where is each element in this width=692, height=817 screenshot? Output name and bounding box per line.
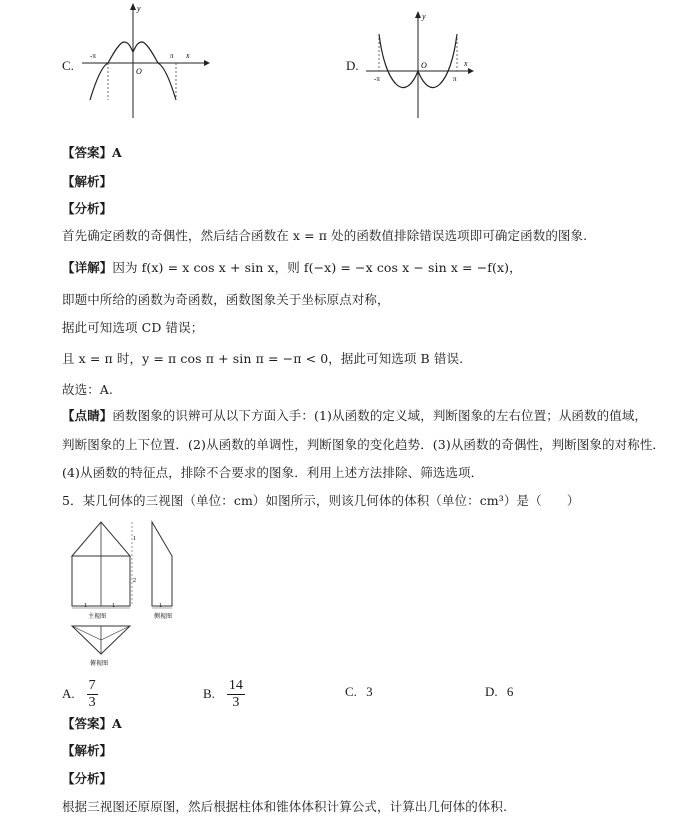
q4-answer-tag: 【答案】A [62, 145, 122, 160]
q4-line5: 故选：A. [62, 382, 114, 397]
q4-detail-tag: 【详解】 [62, 260, 113, 275]
q5-option-c-value: 3 [366, 684, 373, 699]
q4-detail-line [62, 258, 522, 276]
front-dim-1: 1 [133, 536, 136, 542]
q5-option-a-key: A. [62, 686, 75, 701]
q5-fenxi-tag: 【分析】 [62, 771, 113, 786]
q5-fenxi-text: 根据三视图还原原图，然后根据柱体和锥体体积计算公式，计算出几何体的体积. [62, 799, 508, 814]
q5-option-d-value: 6 [506, 684, 514, 699]
q4-line2: 即题中所给的函数为奇函数，函数图象关于坐标原点对称， [62, 292, 390, 307]
q5-option-b [203, 678, 245, 711]
q5-answer-tag: 【答案】A [62, 716, 122, 731]
q4-dianjing-2: 判断图象的上下位置．(2)从函数的单调性，判断图象的变化趋势．(3)从函数的奇偶性，判断图象的对称性． [62, 437, 666, 452]
side-dim: 1 [159, 603, 162, 609]
graph-d-origin: O [421, 61, 427, 70]
q4-dianjing-1: 函数图象的识辨可从以下方面入手：(1)从函数的定义域，判断图象的左右位置；从函数的值域， [112, 408, 648, 423]
top-view-label: 俯视图 [90, 661, 109, 667]
q5-stem: 5．某几何体的三视图（单位：cm）如图所示，则该几何体的体积（单位：cm³）是（ ） [62, 493, 580, 508]
front-dim-2: 2 [133, 578, 136, 584]
q5-analysis-tag: 【解析】 [62, 743, 113, 758]
q4-dianjing-tag: 【点睛】 [62, 408, 113, 423]
graph-c-pi: π [170, 52, 174, 60]
graph-d [364, 8, 476, 120]
front-dim-bottom-2: 1 [112, 603, 115, 609]
q4-dianjing-line [62, 406, 647, 424]
q5-option-d [485, 684, 513, 700]
q4-analysis-tag: 【解析】 [62, 174, 113, 189]
q4-fenxi-tag: 【分析】 [62, 201, 113, 216]
option-c-label: C. [62, 58, 74, 73]
graph-d-pi: π [453, 75, 457, 83]
graph-d-y-label: y [422, 12, 426, 21]
q4-fenxi-text: 首先确定函数的奇偶性，然后结合函数在 x = π 处的函数值排除错误选项即可确定函数的图象. [62, 228, 588, 243]
q5-option-c-key: C. [345, 684, 357, 699]
q5-option-b-frac [227, 678, 245, 711]
graph-c-origin: O [136, 67, 142, 76]
graph-c-x-label: x [186, 51, 190, 60]
q5-option-a [62, 678, 98, 711]
graph-c-y-label: y [137, 4, 141, 13]
q5-option-c [345, 684, 373, 700]
three-view-figure [60, 516, 190, 668]
q5-option-b-den: 3 [232, 695, 240, 710]
q5-option-a-frac [87, 678, 98, 711]
side-view-label: 侧视图 [154, 614, 173, 620]
graph-d-neg-pi: -π [374, 75, 380, 83]
q5-option-a-num: 7 [88, 678, 96, 693]
option-d-label: D. [346, 58, 359, 73]
q4-detail-text: 因为 f(x) = x cos x + sin x，则 f(−x) = −x cos x − sin x = −f(x)， [112, 260, 522, 275]
graph-c [80, 0, 210, 120]
front-dim-bottom-1: 1 [84, 603, 87, 609]
front-view-label: 主视图 [88, 614, 107, 620]
q4-line3: 据此可知选项 CD 错误； [62, 320, 204, 335]
q4-dianjing-3: (4)从函数的特征点，排除不合要求的图象．利用上述方法排除、筛选选项． [62, 465, 484, 480]
graph-d-x-label: x [464, 59, 468, 68]
graph-c-neg-pi: -π [90, 52, 96, 60]
q5-option-b-key: B. [203, 686, 215, 701]
q5-option-a-den: 3 [88, 695, 96, 710]
q4-line4: 且 x = π 时，y = π cos π + sin π = −π < 0，据此可知选项 B 错误. [62, 351, 464, 366]
q5-option-d-key: D. [485, 684, 498, 699]
q5-option-b-num: 14 [228, 678, 243, 693]
